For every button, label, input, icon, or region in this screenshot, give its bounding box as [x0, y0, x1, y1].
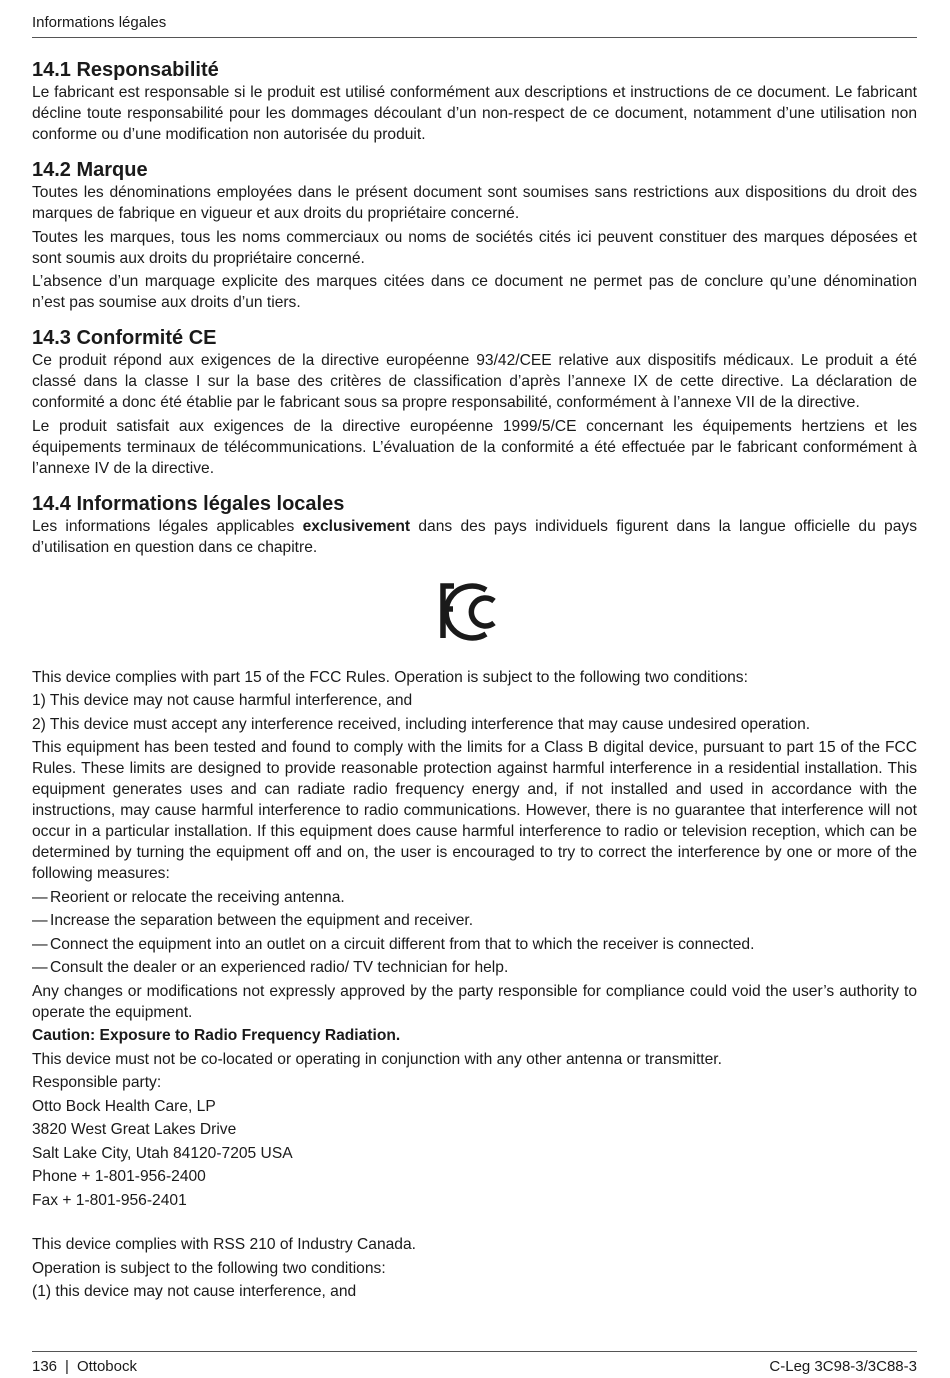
company-name: Otto Bock Health Care, LP: [32, 1097, 216, 1115]
text-run: Les informations légales applicables: [32, 517, 303, 535]
page-header: [32, 12, 917, 38]
section-responsabilite: [32, 58, 917, 145]
dash-marker: —: [32, 935, 48, 953]
list-item-text: Connect the equipment into an outlet on a circuit different from that to which the receiver is connected.: [50, 935, 755, 953]
section-marque: [32, 158, 917, 313]
caution-text: Caution: Exposure to Radio Frequency Radiation.: [32, 1027, 401, 1044]
list-item: [32, 934, 917, 955]
section-conformite-ce: [32, 326, 917, 479]
product-name: C-Leg 3C98-3/3C88-3: [769, 1358, 917, 1375]
brand-name: Ottobock: [76, 1358, 137, 1375]
dash-marker: —: [32, 888, 48, 906]
paragraph: Toutes les marques, tous les noms commerciaux ou noms de sociétés cités ici peuvent constituer des marques déposées et sont soumis aux droits du propriétaire concerné.: [32, 228, 917, 267]
list-item-text: Reorient or relocate the receiving antenna.: [50, 888, 345, 906]
footer-separator: |: [65, 1358, 69, 1375]
fcc-logo-icon: [440, 582, 510, 642]
spacer: [32, 1213, 917, 1234]
paragraph: Le produit satisfait aux exigences de la directive européenne 1999/5/CE concernant les équipements hertziens et les équipements terminaux de télécommunications. L’évaluation de la conformité a été effectuée par le fabricant conformément à l’annexe IV de la directive.: [32, 417, 917, 477]
list-item-text: Increase the separation between the equipment and receiver.: [50, 912, 474, 929]
paragraph: [32, 516, 917, 558]
list-item: 1) This device may not cause harmful interference, and: [32, 692, 413, 709]
paragraph: This device must not be co-located or operating in conjunction with any other antenna or transmitter.: [32, 1050, 722, 1068]
list-item: (1) this device may not cause interference, and: [32, 1283, 357, 1300]
page-number: 136: [32, 1358, 58, 1375]
paragraph: L’absence d’un marquage explicite des marques citées dans ce document ne permet pas de conclure qu’une dénomination n’est pas soumise aux droits d’un tiers.: [32, 273, 917, 311]
caution-heading: [32, 1025, 917, 1046]
list-item: 2) This device must accept any interference received, including interference that may cause undesired operation.: [32, 715, 811, 733]
section-heading: 14.3 Conformité CE: [32, 327, 217, 349]
responsible-label: Responsible party:: [32, 1074, 162, 1091]
page-content: [32, 58, 917, 1305]
paragraph: This device complies with part 15 of the FCC Rules. Operation is subject to the following two conditions:: [32, 668, 748, 686]
list-item-text: Consult the dealer or an experienced radio/ TV technician for help.: [50, 959, 509, 976]
page-footer: [32, 1351, 917, 1375]
list-item: [32, 957, 917, 978]
paragraph: Ce produit répond aux exigences de la directive européenne 93/42/CEE relative aux dispositifs médicaux. Le produit a été classé dans la classe I sur la base des critères de classification d’après l’annexe IX de cette directive. La déclaration de conformité a donc été établie par le fabricant sous sa propre responsabilité, conformément à l’annexe VII de la directive.: [32, 352, 917, 411]
fax-number: Fax + 1-801-956-2401: [32, 1191, 187, 1209]
paragraph: Operation is subject to the following two conditions:: [32, 1259, 386, 1277]
section-informations-locales: [32, 492, 917, 558]
emphasis-text: exclusivement: [302, 517, 411, 535]
phone-number: Phone + 1-801-956-2400: [32, 1168, 206, 1185]
paragraph: This equipment has been tested and found to comply with the limits for a Class B digital device, pursuant to part 15 of the FCC Rules. These limits are designed to provide reasonable protection against harmful interference in a residential installation. This equipment generates uses and can radiate radio frequency energy and, if not installed and used in accordance with the instructions, may cause harmful interference to radio communications. However, there is no guarantee that interference will not occur in a particular installation. If this equipment does cause harmful interference to radio or television reception, which can be determined by turning the equipment off and on, the user is encouraged to try to correct the interference by one or more of the following measures:: [32, 739, 917, 882]
section-heading: 14.1 Responsabilité: [32, 59, 219, 81]
list-item: [32, 887, 917, 908]
section-heading: 14.4 Informations légales locales: [32, 492, 345, 515]
list-item: [32, 910, 917, 931]
paragraph: Le fabricant est responsable si le produit est utilisé conformément aux descriptions et instructions de ce document. Le fabricant décline toute responsabilité pour les dommages découlant d’un non-respect de ce document, notamment d’une utilisation non conforme ou d’une modification non autorisée du produit.: [32, 84, 917, 143]
dash-marker: —: [32, 912, 48, 929]
dash-marker: —: [32, 959, 48, 976]
footer-left: [32, 1358, 137, 1375]
paragraph: Toutes les dénominations employées dans le présent document sont soumises sans restrictions aux dispositions du droit des marques de fabrique en vigueur et aux droits du propriétaire concerné.: [32, 184, 917, 222]
header-title: Informations légales: [32, 14, 167, 31]
section-heading: 14.2 Marque: [32, 159, 148, 181]
address-city: Salt Lake City, Utah 84120-7205 USA: [32, 1144, 293, 1162]
address-street: 3820 West Great Lakes Drive: [32, 1121, 237, 1138]
fcc-logo-icon: [32, 571, 917, 653]
text-run: dans des pays individuels figurent dans la langue officielle du pays d’utilisation en question dans ce chapitre.: [32, 517, 917, 556]
paragraph: Any changes or modifications not expressly approved by the party responsible for compliance could void the user’s authority to operate the equipment.: [32, 982, 917, 1021]
paragraph: This device complies with RSS 210 of Industry Canada.: [32, 1236, 416, 1253]
fcc-statement: [32, 667, 917, 1303]
